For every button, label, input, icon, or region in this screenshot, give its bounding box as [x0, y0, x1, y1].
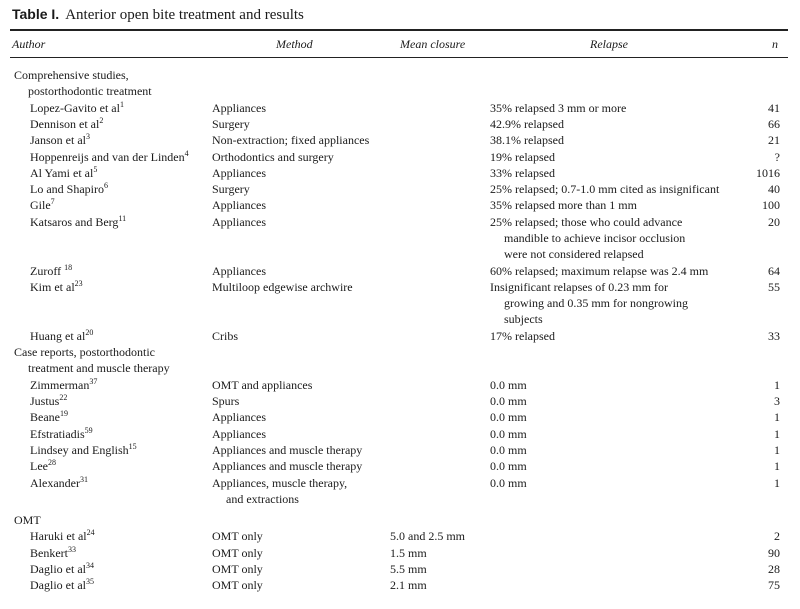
author-cell	[30, 528, 95, 544]
relapse-line: mandible to achieve incisor occlusion	[504, 230, 686, 245]
author-cell	[30, 458, 56, 474]
author-name: Lo and Shapiro	[30, 182, 104, 197]
relapse-cell	[490, 214, 685, 263]
method-line: Spurs	[212, 394, 240, 408]
relapse-line: 25% relapsed; those who could advance	[490, 214, 683, 229]
n-cell: 3	[774, 394, 780, 408]
relapse-line: subjects	[504, 312, 543, 327]
n-cell: 66	[768, 116, 780, 131]
reference-number: 7	[50, 197, 55, 207]
relapse-cell	[490, 458, 527, 474]
relapse-cell	[490, 442, 527, 458]
author-cell	[30, 181, 108, 197]
reference-number: 34	[85, 561, 94, 570]
method-cell	[212, 426, 266, 442]
relapse-cell	[490, 116, 564, 132]
author-name: Justus	[30, 394, 60, 408]
method-cell	[212, 132, 369, 148]
relapse-line: 0.0 mm	[490, 426, 527, 441]
reference-number: 6	[104, 181, 108, 191]
method-cell	[212, 409, 266, 425]
n-cell: 1	[774, 475, 780, 490]
section-heading-line: Comprehensive studies,	[14, 68, 129, 82]
section-heading	[14, 512, 41, 528]
author-name: Kim et al	[30, 279, 75, 294]
mean-closure-cell: 2.1 mm	[390, 578, 427, 593]
relapse-cell	[490, 165, 555, 181]
author-cell	[30, 197, 55, 213]
header-relapse: Relapse	[590, 37, 628, 51]
author-cell	[30, 545, 76, 561]
method-line: Surgery	[212, 116, 250, 131]
author-cell	[30, 132, 90, 148]
method-line: Appliances	[212, 100, 266, 115]
reference-number: 24	[86, 528, 95, 538]
method-cell	[212, 561, 263, 577]
author-cell	[30, 475, 88, 491]
relapse-cell	[490, 181, 719, 197]
mean-closure-cell: 5.0 and 2.5 mm	[390, 529, 465, 544]
relapse-line: 0.0 mm	[490, 459, 527, 474]
method-cell	[212, 263, 266, 279]
relapse-line: 19% relapsed	[490, 149, 555, 164]
relapse-cell	[490, 149, 555, 165]
relapse-line: 35% relapsed more than 1 mm	[490, 198, 637, 213]
method-line: Non-extraction; fixed appliances	[212, 133, 370, 148]
n-cell: 75	[768, 578, 780, 593]
section-heading	[14, 344, 170, 377]
reference-number: 4	[184, 148, 189, 158]
relapse-line: 33% relapsed	[490, 165, 555, 180]
mean-closure-cell: 1.5 mm	[390, 545, 427, 560]
n-cell: 64	[768, 263, 780, 278]
author-cell	[30, 279, 83, 295]
reference-number: 11	[118, 213, 127, 223]
method-line: OMT only	[212, 562, 263, 576]
method-line: Appliances and muscle therapy	[212, 459, 363, 474]
author-cell	[30, 149, 189, 165]
relapse-line: 0.0 mm	[490, 394, 527, 408]
author-cell	[30, 328, 93, 344]
method-line: Appliances	[212, 426, 266, 441]
relapse-line: 42.9% relapsed	[490, 116, 564, 131]
reference-number: 35	[85, 577, 94, 587]
relapse-line: 0.0 mm	[490, 442, 527, 457]
n-cell: 1	[774, 377, 780, 392]
reference-number: 20	[85, 327, 94, 337]
method-cell	[212, 328, 238, 344]
relapse-line: 0.0 mm	[490, 377, 527, 392]
author-name: Efstratiadis	[30, 426, 85, 441]
reference-number: 31	[79, 474, 88, 484]
relapse-line: Insignificant relapses of 0.23 mm for	[490, 279, 668, 294]
section-heading	[14, 67, 152, 100]
method-cell	[212, 545, 263, 561]
mean-closure-cell: 5.5 mm	[390, 562, 427, 576]
author-cell	[30, 214, 126, 230]
header-method: Method	[276, 37, 313, 51]
relapse-cell	[490, 426, 527, 442]
n-cell: 33	[768, 328, 780, 343]
n-cell: 100	[762, 198, 780, 213]
method-cell	[212, 393, 239, 409]
reference-number: 18	[64, 262, 73, 272]
method-line: Surgery	[212, 182, 250, 197]
section-heading-line: Case reports, postorthodontic	[14, 345, 155, 360]
reference-number: 23	[74, 278, 83, 288]
author-name: Hoppenreijs and van der Linden	[30, 149, 185, 164]
section-heading-line: OMT	[14, 513, 41, 528]
author-cell	[30, 442, 137, 458]
author-cell	[30, 561, 94, 577]
method-line: OMT only	[212, 529, 263, 544]
method-cell	[212, 528, 263, 544]
reference-number: 1	[119, 99, 124, 109]
header-author: Author	[12, 37, 46, 51]
relapse-cell	[490, 393, 527, 409]
reference-number: 19	[59, 409, 68, 419]
relapse-line: 0.0 mm	[490, 410, 527, 425]
n-cell: 28	[768, 562, 780, 576]
relapse-line: 0.0 mm	[490, 475, 527, 490]
relapse-line: 17% relapsed	[490, 328, 555, 343]
method-line: Appliances	[212, 263, 266, 278]
author-name: Katsaros and Berg	[30, 214, 119, 229]
reference-number: 28	[47, 458, 56, 468]
method-cell	[212, 149, 334, 165]
author-cell	[30, 100, 124, 116]
author-name: Lee	[30, 459, 48, 474]
method-line: and extractions	[226, 491, 299, 506]
relapse-line: 35% relapsed 3 mm or more	[490, 100, 627, 115]
table-label: Table I.	[12, 6, 60, 22]
relapse-cell	[490, 328, 555, 344]
method-line: Appliances, muscle therapy,	[212, 475, 348, 490]
header-mean-closure: Mean closure	[400, 37, 466, 51]
n-cell: 55	[768, 279, 780, 294]
method-cell	[212, 165, 266, 181]
author-name: Al Yami et al	[30, 165, 94, 180]
table-caption: Anterior open bite treatment and results	[65, 7, 304, 23]
n-cell: 1	[774, 459, 780, 474]
author-name: Haruki et al	[30, 529, 87, 544]
reference-number: 33	[68, 544, 76, 554]
relapse-line: 60% relapsed; maximum relapse was 2.4 mm	[490, 263, 709, 278]
method-cell	[212, 475, 347, 508]
n-cell: 1	[774, 426, 780, 441]
relapse-line: 38.1% relapsed	[490, 133, 564, 148]
reference-number: 2	[99, 115, 104, 125]
method-line: Orthodontics and surgery	[212, 149, 334, 164]
author-name: Janson et al	[30, 133, 86, 148]
method-line: OMT only	[212, 545, 263, 560]
top-rule	[10, 29, 788, 31]
method-line: OMT and appliances	[212, 377, 313, 392]
n-cell: 41	[768, 100, 780, 115]
header-rule	[10, 57, 788, 58]
author-name: Benkert	[30, 545, 68, 560]
relapse-cell	[490, 279, 688, 328]
n-cell: ?	[774, 149, 780, 164]
reference-number: 37	[89, 376, 98, 386]
method-cell	[212, 577, 263, 593]
method-line: Multiloop edgewise archwire	[212, 279, 353, 294]
author-name: Alexander	[30, 475, 80, 490]
method-line: Appliances	[212, 198, 266, 213]
author-cell	[30, 426, 93, 442]
method-cell	[212, 116, 250, 132]
author-cell	[30, 393, 67, 409]
reference-number: 22	[59, 393, 68, 402]
method-cell	[212, 377, 312, 393]
reference-number: 3	[86, 132, 90, 142]
author-name: Dennison et al	[30, 116, 100, 131]
method-cell	[212, 442, 362, 458]
relapse-cell	[490, 263, 708, 279]
relapse-line: 25% relapsed; 0.7-1.0 mm cited as insignificant	[490, 182, 720, 197]
method-line: Appliances	[212, 410, 266, 425]
author-cell	[30, 263, 72, 279]
relapse-line: were not considered relapsed	[504, 247, 644, 262]
relapse-cell	[490, 100, 626, 116]
n-cell: 1	[774, 410, 780, 425]
section-heading-line: treatment and muscle therapy	[28, 361, 170, 376]
reference-number: 59	[84, 425, 93, 435]
method-line: Appliances	[212, 165, 266, 180]
relapse-cell	[490, 475, 527, 491]
method-cell	[212, 279, 353, 295]
method-cell	[212, 197, 266, 213]
relapse-cell	[490, 409, 527, 425]
method-cell	[212, 214, 266, 230]
reference-number: 5	[93, 164, 98, 174]
author-cell	[30, 377, 97, 393]
n-cell: 21	[768, 133, 780, 148]
method-line: Appliances	[212, 214, 266, 229]
relapse-cell	[490, 377, 527, 393]
method-line: Appliances and muscle therapy	[212, 442, 363, 457]
reference-number: 15	[128, 441, 137, 451]
n-cell: 20	[768, 214, 780, 229]
author-cell	[30, 116, 103, 132]
author-name: Gile	[30, 198, 51, 213]
n-cell: 90	[768, 545, 780, 560]
author-name: Lindsey and English	[30, 442, 129, 457]
author-cell	[30, 577, 94, 593]
author-name: Zuroff	[30, 263, 65, 278]
method-cell	[212, 181, 250, 197]
author-name: Lopez-Gavito et al	[30, 100, 120, 115]
table-title	[12, 6, 304, 24]
method-line: OMT only	[212, 578, 263, 593]
method-cell	[212, 458, 362, 474]
n-cell: 2	[774, 529, 780, 544]
relapse-cell	[490, 197, 637, 213]
n-cell: 40	[768, 182, 780, 197]
author-name: Zimmerman	[30, 377, 90, 392]
author-name: Huang et al	[30, 328, 86, 343]
author-name: Daglio et al	[30, 562, 86, 576]
n-cell: 1	[774, 442, 780, 457]
relapse-cell	[490, 132, 564, 148]
author-cell	[30, 409, 68, 425]
method-line: Cribs	[212, 328, 239, 343]
method-cell	[212, 100, 266, 116]
author-name: Daglio et al	[30, 578, 86, 593]
relapse-line: growing and 0.35 mm for nongrowing	[504, 296, 688, 311]
author-cell	[30, 165, 97, 181]
n-cell: 1016	[756, 165, 780, 180]
section-heading-line: postorthodontic treatment	[28, 84, 152, 99]
header-n: n	[772, 37, 778, 51]
author-name: Beane	[30, 410, 60, 425]
